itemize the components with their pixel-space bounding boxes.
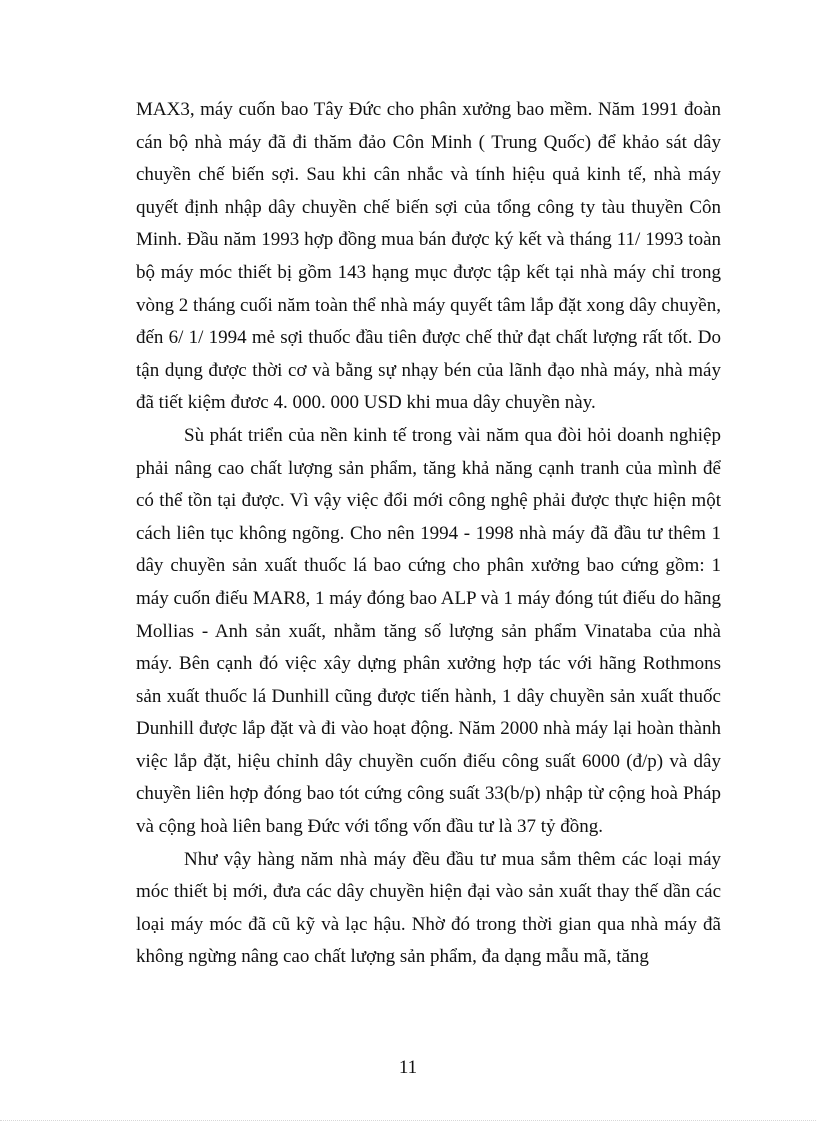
page-bottom-divider <box>0 1120 816 1121</box>
page-number: 11 <box>398 1057 418 1078</box>
paragraph-factory-history: MAX3, máy cuốn bao Tây Đức cho phân xưởng bao mềm. Năm 1991 đoàn cán bộ nhà máy đã đi thăm đảo Côn Minh ( Trung Quốc) để khảo sát dây chuyền chế biến sợi. Sau khi cân nhắc và tính hiệu quả kinh tế, nhà máy quyết định nhập dây chuyền chế biến sợi của tổng công ty tàu thuyền Côn Minh. Đầu năm 1993 hợp đồng mua bán được ký kết và tháng 11/ 1993 toàn bộ máy móc thiết bị gồm 143 hạng mục được tập kết tại nhà máy chỉ trong vòng 2 tháng cuối năm toàn thể nhà máy quyết tâm lắp đặt xong dây chuyền, đến 6/ 1/ 1994 mẻ sợi thuốc đầu tiên được chế thử đạt chất lượng rất tốt. Do tận dụng được thời cơ và bằng sự nhạy bén của lãnh đạo nhà máy, nhà máy đã tiết kiệm đươc 4. 000. 000 USD khi mua dây chuyền này. <box>136 99 721 414</box>
paragraph-technology-investment: Sù phát triển của nền kinh tế trong vài năm qua đòi hỏi doanh nghiệp phải nâng cao chất lượng sản phẩm, tăng khả năng cạnh tranh của mình để có thể tồn tại được. Vì vậy việc đổi mới công nghệ phải được thực hiện một cách liên tục không ngõng. Cho nên 1994 - 1998 nhà máy đã đầu tư thêm 1 dây chuyền sản xuất thuốc lá bao cứng cho phân xưởng bao cứng gồm: 1 máy cuốn điếu MAR8, 1 máy đóng bao ALP và 1 máy đóng tút điếu do hãng Mollias - Anh sản xuất, nhằm tăng số lượng sản phẩm Vinataba của nhà máy. Bên cạnh đó việc xây dựng phân xưởng hợp tác với hãng Rothmons sản xuất thuốc lá Dunhill cũng được tiến hành, 1 dây chuyền sản xuất thuốc Dunhill được lắp đặt và đi vào hoạt động. Năm 2000 nhà máy lại hoàn thành việc lắp đặt, hiệu chỉnh dây chuyền cuốn điếu công suất 6000 (đ/p) và dây chuyền liên hợp đóng bao tót cứng công suất 33(b/p) nhập từ cộng hoà Pháp và cộng hoà liên bang Đức với tổng vốn đầu tư là 37 tỷ đồng. <box>136 424 721 838</box>
paragraph-annual-investment: Như vậy hàng năm nhà máy đều đầu tư mua sắm thêm các loại máy móc thiết bị mới, đưa các dây chuyền hiện đại vào sản xuất thay thế dần các loại máy móc đã cũ kỹ và lạc hậu. Nhờ đó trong thời gian qua nhà máy đã không ngừng nâng cao chất lượng sản phẩm, đa dạng mẫu mã, tăng <box>136 848 721 968</box>
document-body <box>136 94 721 974</box>
